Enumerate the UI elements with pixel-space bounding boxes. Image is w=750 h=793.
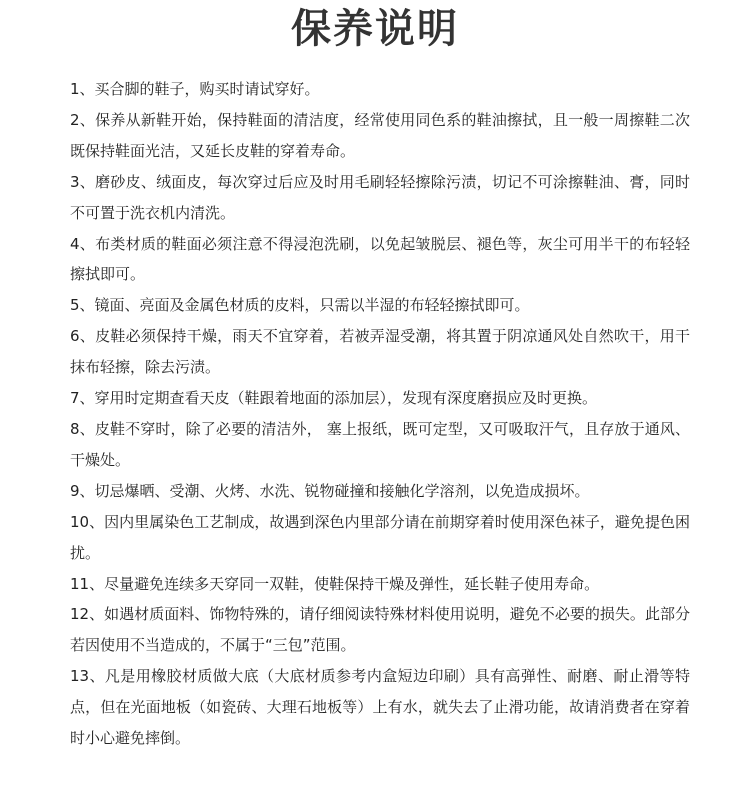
instruction-item-2: 2、保养从新鞋开始，保持鞋面的清洁度，经常使用同色系的鞋油擦拭，且一般一周擦鞋二次既保持鞋面光洁，又延长皮鞋的穿着寿命。: [70, 110, 690, 160]
care-instructions-list: [70, 74, 690, 754]
instruction-item-7: 7、穿用时定期查看天皮（鞋跟着地面的添加层），发现有深度磨损应及时更换。: [70, 389, 598, 408]
instruction-item-5: 5、镜面、亮面及金属色材质的皮料，只需以半湿的布轻轻擦拭即可。: [70, 296, 530, 315]
page-title: 保养说明: [291, 6, 459, 52]
instruction-item-8: 8、皮鞋不穿时，除了必要的清洁外， 塞上报纸，既可定型，又可吸取汗气，且存放于通风、干燥处。: [70, 419, 690, 469]
instruction-item-3: 3、磨砂皮、绒面皮，每次穿过后应及时用毛刷轻轻擦除污渍，切记不可涂擦鞋油、膏，同时不可置于洗衣机内清洗。: [70, 172, 690, 222]
instruction-item-9: 9、切忌爆晒、受潮、火烤、水洗、锐物碰撞和接触化学溶剂，以免造成损坏。: [70, 481, 590, 500]
instruction-item-10: 10、因内里属染色工艺制成，故遇到深色内里部分请在前期穿着时使用深色袜子，避免提色困扰。: [70, 512, 690, 562]
instruction-item-11: 11、尽量避免连续多天穿同一双鞋，使鞋保持干燥及弹性，延长鞋子使用寿命。: [70, 574, 600, 593]
instruction-item-1: 1、买合脚的鞋子，购买时请试穿好。: [70, 80, 320, 98]
instruction-item-4: 4、布类材质的鞋面必须注意不得浸泡洗刷，以免起皱脱层、褪色等，灰尘可用半干的布轻轻擦拭即可。: [70, 234, 690, 284]
instruction-item-13: 13、凡是用橡胶材质做大底（大底材质参考内盒短边印刷）具有高弹性、耐磨、耐止滑等特点，但在光面地板（如瓷砖、大理石地板等）上有水，就失去了止滑功能，故请消费者在穿着时小心避免摔倒。: [70, 667, 690, 748]
instruction-item-6: 6、皮鞋必须保持干燥，雨天不宜穿着，若被弄湿受潮，将其置于阴凉通风处自然吹干，用干抹布轻擦，除去污渍。: [70, 327, 690, 377]
instruction-item-12: 12、如遇材质面料、饰物特殊的，请仔细阅读特殊材料使用说明，避免不必要的损失。此部分若因使用不当造成的，不属于“三包”范围。: [70, 605, 690, 655]
